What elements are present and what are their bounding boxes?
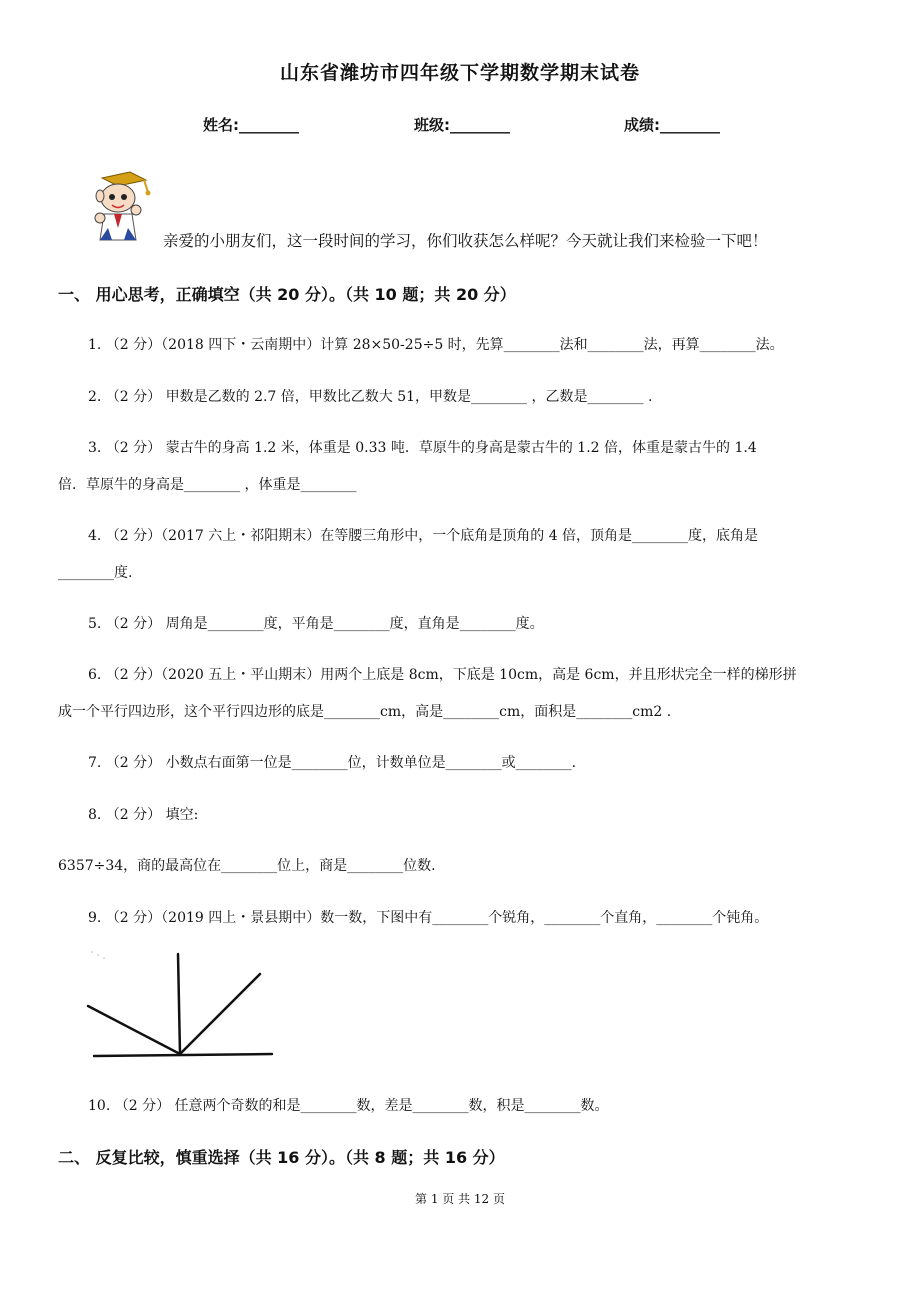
score-field: 成绩:________	[624, 116, 720, 134]
question-3-line-1: 3. （2 分） 蒙古牛的身高 1.2 米，体重是 0.33 吨．草原牛的身高是蒙古牛的 1.2 倍，体重是蒙古牛的 1.4	[88, 440, 757, 456]
intro-text: 亲爱的小朋友们，这一段时间的学习，你们收获怎么样呢？今天就让我们来检验一下吧！	[163, 232, 768, 250]
class-field: 班级:________	[414, 116, 510, 134]
question-5: 5. （2 分） 周角是________度，平角是________度，直角是________度。	[88, 616, 544, 632]
question-8-line-1: 8. （2 分） 填空:	[88, 807, 199, 823]
question-3-line-2: 倍．草原牛的身高是________ ，体重是________	[58, 477, 357, 493]
question-6-line-2: 成一个平行四边形，这个平行四边形的底是________cm，高是________cm，面积是________cm2 .	[58, 704, 672, 720]
question-4-line-1: 4. （2 分）（2017 六上・祁阳期末）在等腰三角形中，一个底角是顶角的 4 倍，顶角是________度，底角是	[88, 528, 759, 544]
question-10: 10. （2 分） 任意两个奇数的和是________数，差是________数，积是________数。	[88, 1098, 609, 1114]
question-9: 9. （2 分）（2019 四上・景县期中）数一数，下图中有________个锐角，________个直角，________个钝角。	[88, 910, 769, 926]
question-1: 1. （2 分）（2018 四下・云南期中）计算 28×50-25÷5 时，先算________法和________法，再算________法。	[88, 337, 784, 353]
question-4-line-2: ________度.	[58, 565, 133, 581]
question-6-line-1: 6. （2 分）（2020 五上・平山期末）用两个上底是 8cm，下底是 10cm，高是 6cm，并且形状完全一样的梯形拼	[88, 667, 797, 683]
section-2-heading: 二、 反复比较，慎重选择（共 16 分）。（共 8 题；共 16 分）	[58, 1148, 505, 1167]
page-footer: 第 1 页 共 12 页	[415, 1192, 505, 1206]
question-7: 7. （2 分） 小数点右面第一位是________位，计数单位是________或________.	[88, 755, 577, 771]
cartoon-doctor-mascot-icon	[88, 168, 154, 246]
question-8-line-2: 6357÷34，商的最高位在________位上，商是________位数.	[58, 858, 436, 874]
section-1-heading: 一、 用心思考，正确填空（共 20 分）。（共 10 题；共 20 分）	[58, 285, 516, 304]
angle-figure	[82, 946, 282, 1066]
page-title: 山东省潍坊市四年级下学期数学期末试卷	[279, 62, 640, 84]
name-field: 姓名:________	[203, 116, 299, 134]
question-2: 2. （2 分） 甲数是乙数的 2.7 倍，甲数比乙数大 51，甲数是________ ，乙数是________ .	[88, 389, 653, 405]
